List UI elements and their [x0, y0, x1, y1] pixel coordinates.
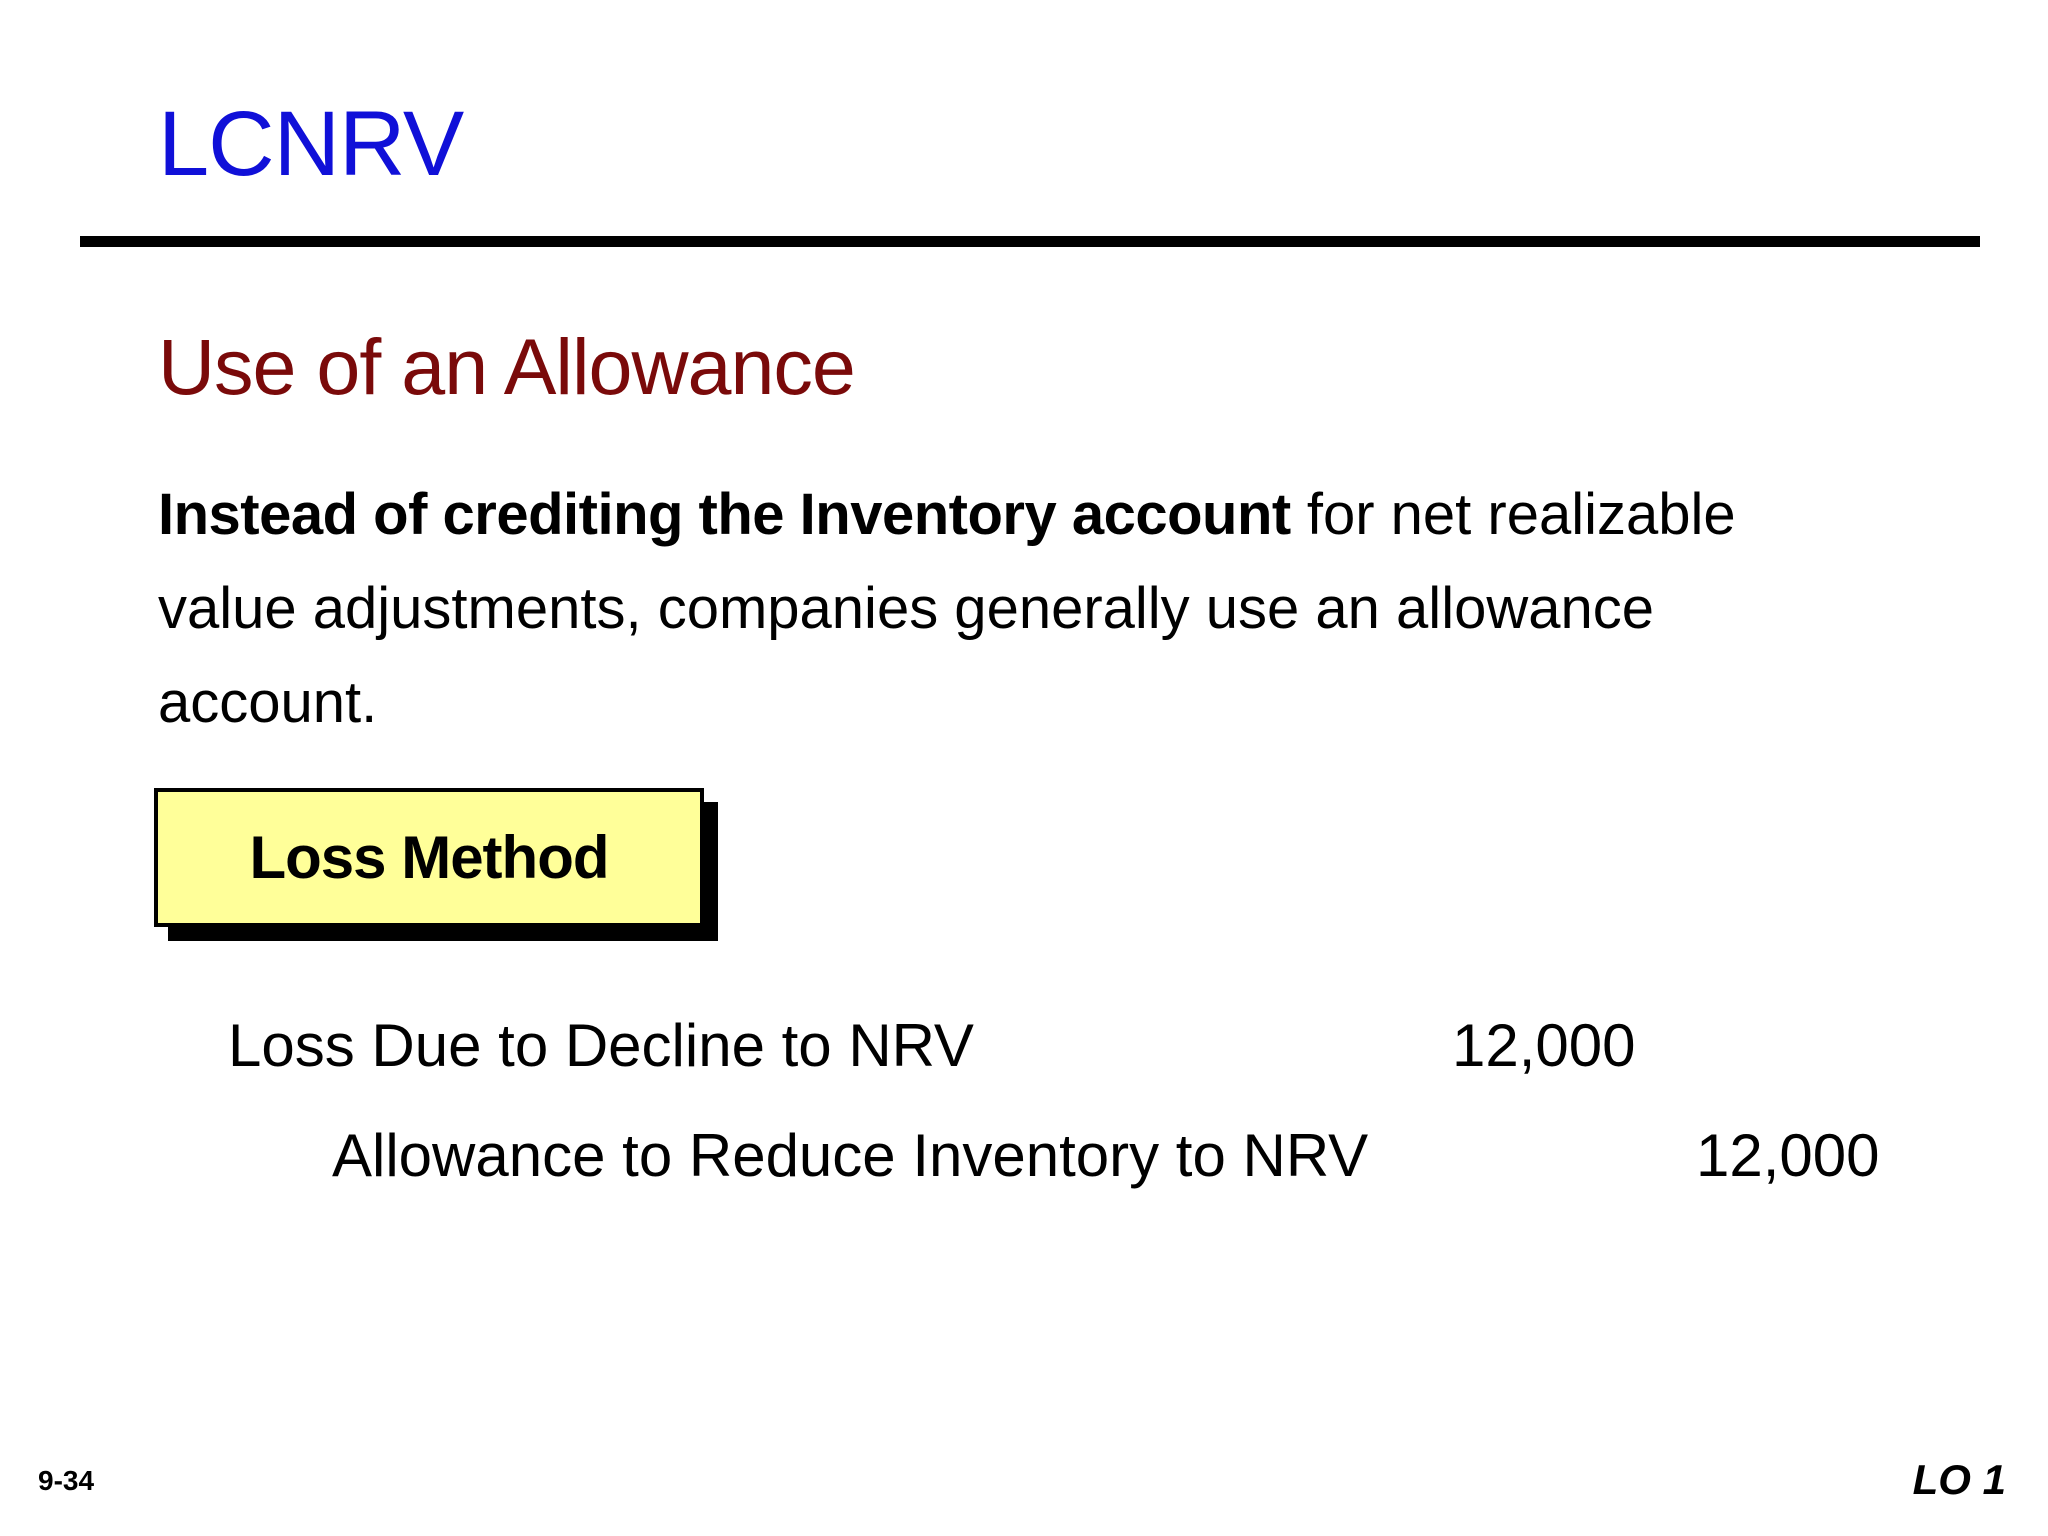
debit-account: Loss Due to Decline to NRV: [228, 1012, 974, 1079]
credit-amount: 12,000: [1696, 1122, 1880, 1189]
learning-objective-label: LO 1: [1912, 1456, 2006, 1503]
debit-amount: 12,000: [1452, 1012, 1636, 1079]
page-number: 9-34: [38, 1465, 95, 1496]
loss-method-box: [154, 788, 704, 927]
credit-account: Allowance to Reduce Inventory to NRV: [332, 1122, 1369, 1189]
method-label: Loss Method: [249, 824, 609, 891]
title-divider: [80, 236, 1980, 247]
slide-title: LCNRV: [158, 93, 464, 195]
body-paragraph: [158, 468, 1838, 750]
paragraph-text: for net realizable value adjustments, companies generally use an allowance account.: [158, 482, 1736, 735]
slide-subtitle: Use of an Allowance: [158, 322, 855, 411]
paragraph-bold-text: Instead of crediting the Inventory account: [158, 482, 1291, 547]
